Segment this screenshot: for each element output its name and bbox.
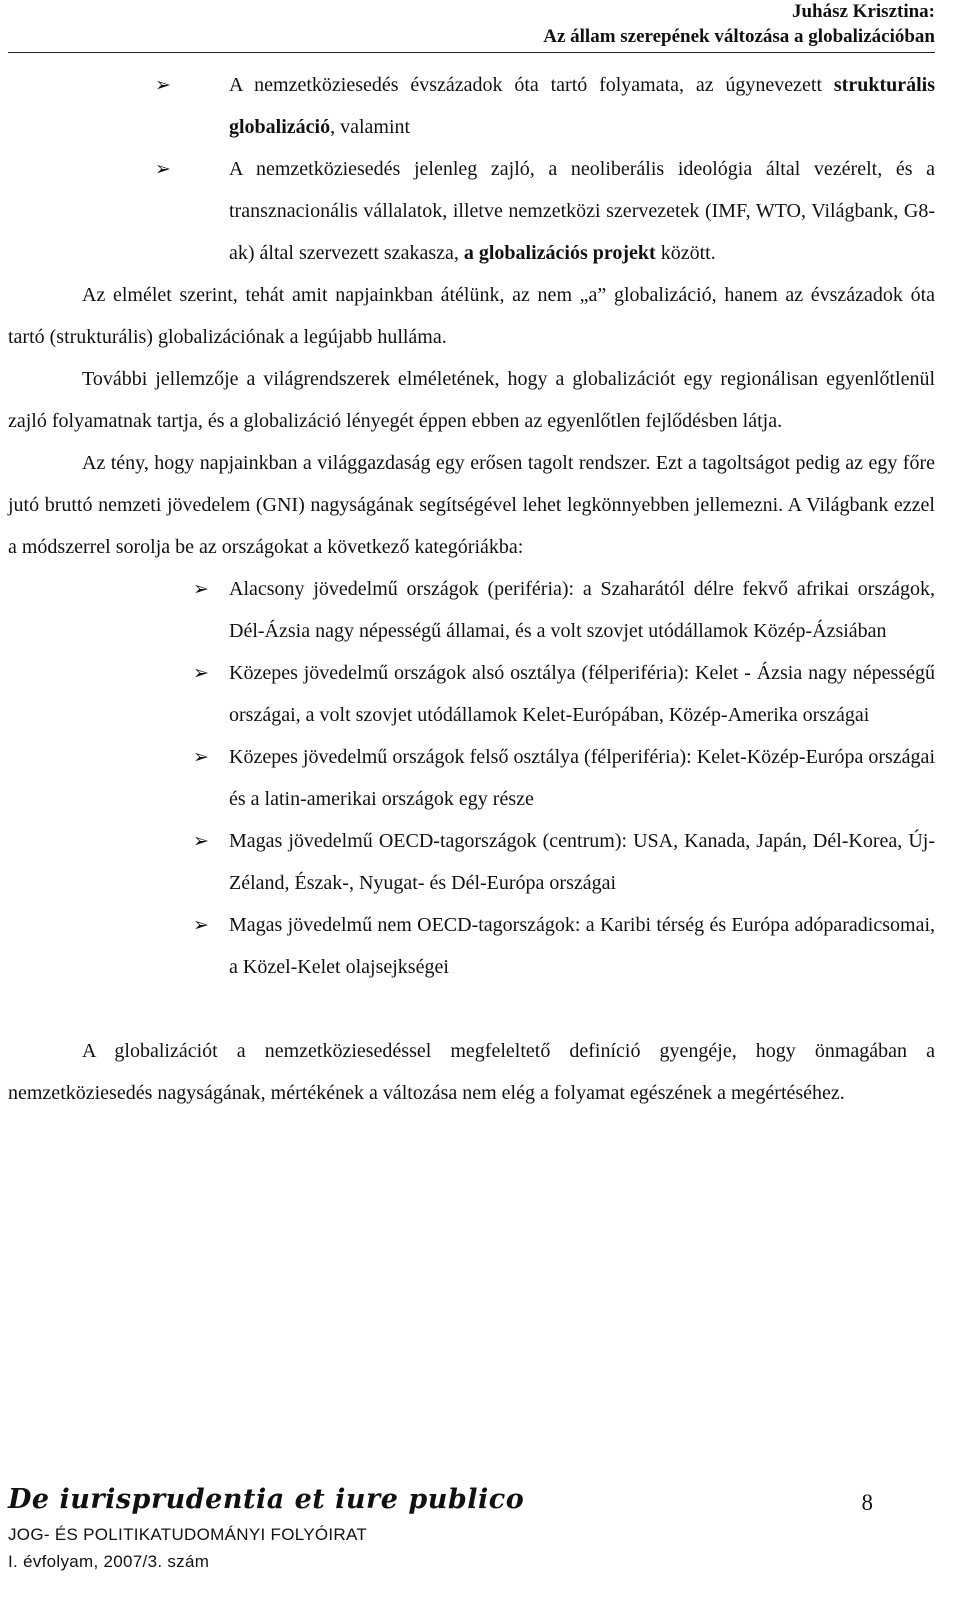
- list-item-emphasis: strukturális globalizáció: [229, 74, 935, 138]
- list-item: [193, 736, 935, 820]
- header-title: Az állam szerepének változása a globalizációban: [543, 26, 935, 47]
- list-item: [155, 148, 935, 274]
- income-categories-list: [8, 568, 935, 988]
- closing-paragraph: A globalizációt a nemzetköziesedéssel megfeleltető definíció gyengéje, hogy önmagában a nemzetköziesedés nagyságának, mértékének a változása nem elég a folyamat egészének a megértéséhez.: [8, 1040, 935, 1104]
- arrowhead-bullet-icon: ➢: [193, 830, 209, 852]
- list-item: [193, 820, 935, 904]
- list-item-text: , valamint: [330, 116, 411, 138]
- list-item: [193, 652, 935, 736]
- list-item-text: Közepes jövedelmű országok alsó osztálya (félperiféria): Kelet - Ázsia nagy népességű országai, a volt szovjet utódállamok Kelet-Európában, Közép-Amerika országai: [229, 662, 935, 726]
- page-number: 8: [861, 1490, 873, 1515]
- arrowhead-bullet-icon: ➢: [193, 578, 209, 600]
- paragraph: Az elmélet szerint, tehát amit napjainkban átélünk, az nem „a” globalizáció, hanem az évszázadok óta tartó (strukturális) globalizációnak a legújabb hulláma.: [8, 284, 935, 348]
- journal-logo: De iurisprudentia et iure publico: [8, 1484, 525, 1515]
- paragraph: Az tény, hogy napjainkban a világgazdaság egy erősen tagolt rendszer. Ezt a tagoltságot pedig az egy főre jutó bruttó nemzeti jövedelem (GNI) nagyságának segítségével lehet legkönnyebben jellemezni. A Világbank ezzel a módszerrel sorolja be az országokat a következő kategóriákba:: [8, 452, 935, 558]
- list-item-emphasis: a globalizációs projekt: [463, 242, 656, 264]
- list-item-text: A nemzetköziesedés évszázadok óta tartó folyamata, az úgynevezett: [229, 74, 834, 96]
- list-item-text: Alacsony jövedelmű országok (periféria): a Szaharától délre fekvő afrikai országok, Dél-Ázsia nagy népességű államai, és a volt szovjet utódállamok Közép-Ázsiában: [229, 578, 935, 642]
- list-item-text: Közepes jövedelmű országok felső osztálya (félperiféria): Kelet-Közép-Európa országai és a latin-amerikai országok egy része: [229, 746, 935, 810]
- journal-issue: I. évfolyam, 2007/3. szám: [8, 1552, 210, 1571]
- list-item: [155, 64, 935, 148]
- article-body: [8, 64, 935, 1114]
- journal-name: JOG- ÉS POLITIKATUDOMÁNYI FOLYÓIRAT: [8, 1525, 368, 1544]
- header-divider: [8, 52, 935, 53]
- list-item-text: Magas jövedelmű nem OECD-tagországok: a Karibi térség és Európa adóparadicsomai, a Közel-Kelet olajsejkségei: [229, 914, 935, 978]
- arrowhead-bullet-icon: ➢: [155, 74, 171, 96]
- list-item: [193, 904, 935, 988]
- list-item-text: A nemzetköziesedés jelenleg zajló, a neoliberális ideológia által vezérelt, és a transznacionális vállalatok, illetve nemzetközi szervezetek (IMF, WTO, Világbank, G8-ak) által szervezett szakasza,: [229, 158, 935, 264]
- page-header: [0, 0, 960, 52]
- globalization-phases-list: [8, 64, 935, 274]
- arrowhead-bullet-icon: ➢: [193, 914, 209, 936]
- arrowhead-bullet-icon: ➢: [193, 662, 209, 684]
- list-item-text: Magas jövedelmű OECD-tagországok (centrum): USA, Kanada, Japán, Dél-Korea, Új-Zéland, Észak-, Nyugat- és Dél-Európa országai: [229, 830, 935, 894]
- paragraph: További jellemzője a világrendszerek elméletének, hogy a globalizációt egy regionálisan egyenlőtlenül zajló folyamatnak tartja, és a globalizáció lényegét éppen ebben az egyenlőtlen fejlődésben látja.: [8, 368, 935, 432]
- arrowhead-bullet-icon: ➢: [155, 158, 171, 180]
- page-footer: [8, 1484, 935, 1604]
- arrowhead-bullet-icon: ➢: [193, 746, 209, 768]
- list-item-text: között.: [655, 242, 716, 264]
- list-item: [193, 568, 935, 652]
- header-author: Juhász Krisztina:: [791, 1, 935, 22]
